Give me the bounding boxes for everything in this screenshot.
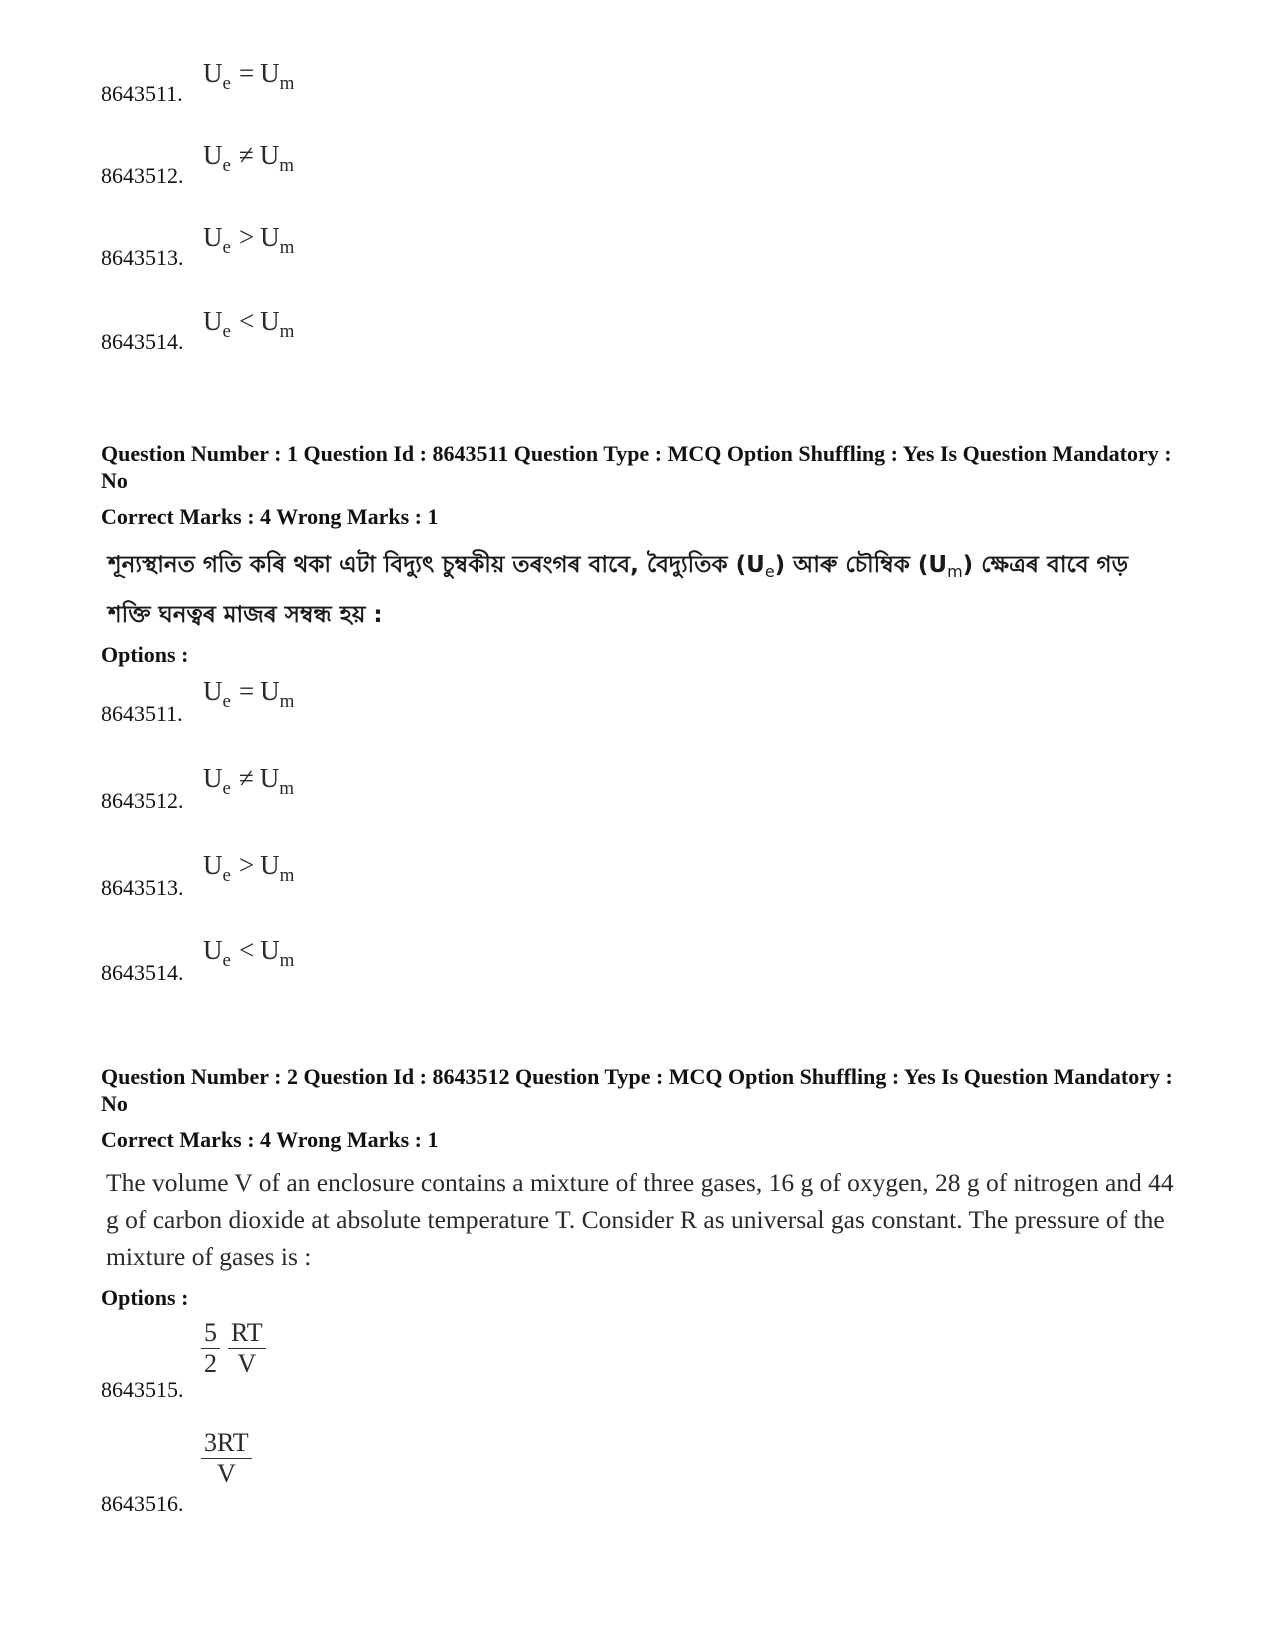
- option-id: 8643515.: [101, 1377, 184, 1402]
- question-1-text: শূন্যস্থানত গতি কৰি থকা এটা বিদ্যুৎ চুম্বকীয় তৰংগৰ বাবে, বৈদ্যুতিক $(U_e)$ আৰু চৌম্বিক $(U_m)$ ক্ষেত্ৰৰ বাবে গড় শক্তি ঘনত্বৰ মাজৰ সম্বন্ধ হয় :: [108, 552, 1129, 628]
- fraction-formula: [201, 1428, 260, 1489]
- formula: $U_e > U_m$: [203, 222, 295, 258]
- option-id: 8643513.: [101, 245, 184, 270]
- fraction: $\frac{3RT}{V}$: [201, 1428, 252, 1489]
- question-2-header: Question Number : 2 Question Id : 8643512 Question Type : MCQ Option Shuffling : Yes Is Question Mandatory : No: [101, 1064, 1173, 1116]
- top-option-4: [0, 306, 1275, 386]
- q2-option-1: [0, 1318, 1275, 1402]
- top-option-2: [0, 140, 1275, 220]
- option-id: 8643513.: [101, 875, 184, 900]
- question-1-marks: Correct Marks : 4 Wrong Marks : 1: [101, 504, 439, 529]
- formula: $U_e = U_m$: [203, 58, 295, 94]
- question-2-text: The volume V of an enclosure contains a mixture of three gases, 16 g of oxygen, 28 g of nitrogen and 44 g of carbon dioxide at absolute temperature T. Consider R as universal gas constant. The pressure of the mixture of gases is :: [106, 1168, 1174, 1271]
- fraction-formula: [201, 1318, 274, 1379]
- top-option-3: [0, 222, 1275, 302]
- fraction: $\frac{RT}{V}$: [228, 1318, 266, 1379]
- formula: $U_e < U_m$: [203, 306, 295, 342]
- fraction: $\frac{5}{2}$: [201, 1318, 220, 1379]
- question-1-header: Question Number : 1 Question Id : 8643511 Question Type : MCQ Option Shuffling : Yes Is Question Mandatory : No: [101, 441, 1172, 493]
- option-id: 8643512.: [101, 163, 184, 188]
- option-id: 8643511.: [101, 701, 183, 726]
- question-1-options-label: Options :: [101, 642, 189, 667]
- question-2-options-label: Options :: [101, 1285, 189, 1310]
- option-id: 8643512.: [101, 788, 184, 813]
- option-id: 8643516.: [101, 1491, 184, 1516]
- option-id: 8643514.: [101, 329, 184, 354]
- option-id: 8643514.: [101, 960, 184, 985]
- q1-option-2: [0, 763, 1275, 843]
- question-2-marks: Correct Marks : 4 Wrong Marks : 1: [101, 1127, 439, 1152]
- top-option-1: [0, 58, 1275, 138]
- formula: $U_e > U_m$: [203, 850, 295, 886]
- q1-option-4: [0, 935, 1275, 1015]
- q1-option-3: [0, 850, 1275, 930]
- formula: $U_e = U_m$: [203, 676, 295, 712]
- formula: $U_e < U_m$: [203, 935, 295, 971]
- q2-option-2: [0, 1428, 1275, 1516]
- q1-option-1: [0, 676, 1275, 756]
- formula: $U_e \ne U_m$: [203, 763, 295, 799]
- formula: $U_e \ne U_m$: [203, 140, 295, 176]
- option-id: 8643511.: [101, 81, 183, 106]
